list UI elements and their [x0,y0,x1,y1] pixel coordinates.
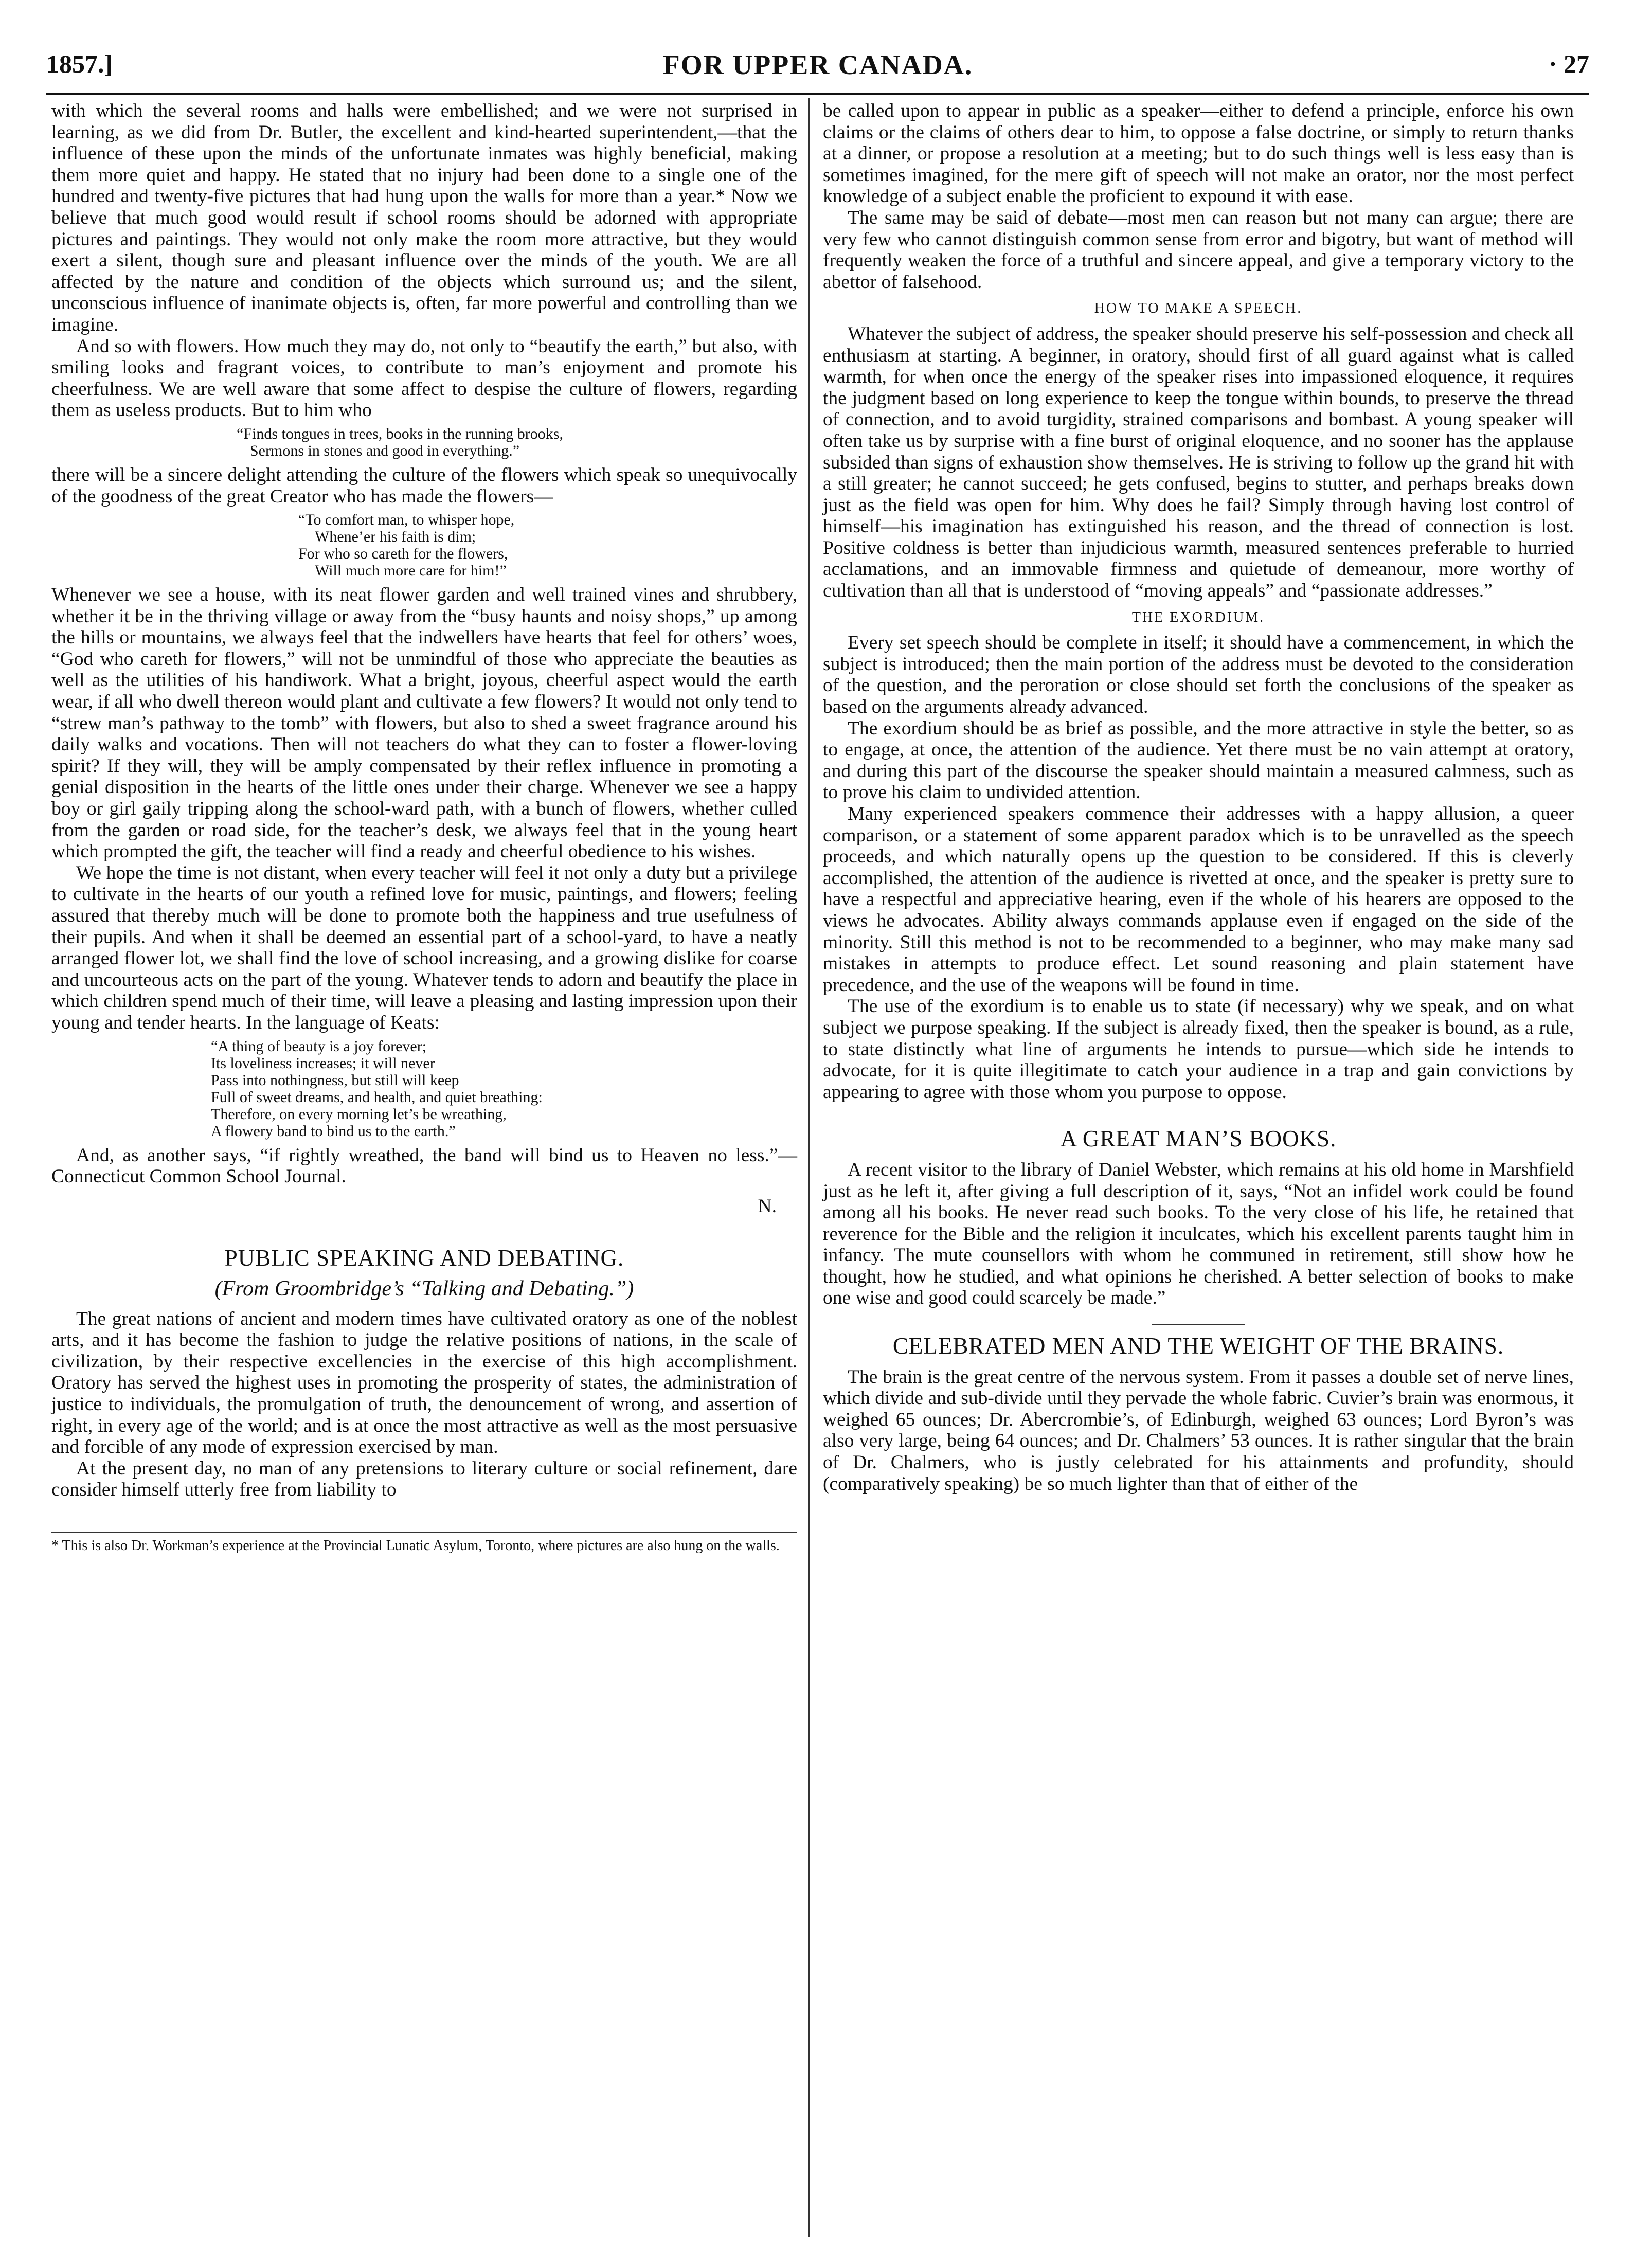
verse-line: Whene’er his faith is dim; [315,528,476,546]
verse-line: A flowery band to bind us to the earth.” [211,1122,456,1140]
paragraph: The same may be said of debate—most men can reason but not many can argue; there are very few who cannot distinguish common sense from error and bigotry, but want of method will frequently weaken the force of a truthful and sincere appeal, and give a temporary victory to the abettor of falsehood. [823,207,1574,293]
paragraph: Whenever we see a house, with its neat flower garden and well trained vines and shrubbery, whether it be in the thriving village or away from the “busy haunts and noisy shops,” up among the hills or mountains, we always feel that the indwellers have hearts that feel for others’ woes, “God who careth for flowers,” will not be unmindful of those who appreciate the beauties as well as the utilities of his handiwork. What a bright, joyous, cheerful aspect would the earth wear, if all who dwell thereon would plant and cultivate a few flowers? It would not only tend to “strew man’s pathway to the tomb” with flowers, but also to shed a sweet fragrance around his daily walks and vocations. Then will not teachers do what they can to foster a flower-loving spirit? If they will, they will be amply compensated by their reflex influence in promoting a genial disposition in the hearts of the little ones under their charge. Whenever we see a happy boy or girl gaily tripping along the school-ward path, with a bunch of flowers, whether culled from the garden or road side, for the teacher’s desk, we always feel that in the young heart which prompted the gift, the teacher will find a ready and cheerful obedience to his wishes. [51,584,797,862]
paragraph: Whatever the subject of address, the speaker should preserve his self-possession and check all enthusiasm at starting. A beginner, in oratory, should first of all guard against what is called warmth, for when once the energy of the speaker rises into impassioned eloquence, it requires the judgment based on long experience to keep the tongue within bounds, to preserve the thread of connection, and to avoid turgidity, strained comparisons and bombast. A young speaker will often take us by surprise with a fine burst of original eloquence, and no sooner has the applause subsided than signs of exhaustion show themselves. He is striving to follow up the grand hit with a still greater; he cannot succeed; he gets confused, begins to stutter, and perhaps breaks down just as the field was open for him. Why does he fail? Simply through having lost control of himself—his imagination has extinguished his reason, and the thread of connection is lost. Positive coldness is better than injudicious warmth, measured sentences preferable to hurried acclamations, and an immovable firmness and quietude of demeanour, more worthy of cultivation than all that is understood of “moving appeals” and “passionate addresses.” [823,323,1574,602]
paragraph: Every set speech should be complete in itself; it should have a commencement, in which the subject is introduced; then the main portion of the address must be devoted to the consideration of the question, and the peroration or close should set forth the conclusions of the speaker as based on the arguments already advanced. [823,632,1574,718]
paragraph: The great nations of ancient and modern times have cultivated oratory as one of the noblest arts, and it has become the fashion to judge the relative positions of nations, in the scale of civilization, by their respective excellencies in the exercise of this high accomplishment. Oratory has served the highest uses in promoting the prosperity of states, the administration of justice to individuals, the promulgation of truth, the denouncement of wrong, and assertion of right, in every age of the world; and is at once the most attractive as well as the most persuasive and forcible of any mode of expression exercised by man. [51,1308,797,1458]
verse-quote [51,511,797,579]
paragraph: And so with flowers. How much they may do, not only to “beautify the earth,” but also, with smiling looks and fragrant voices, to contribute to man’s enjoyment and promote his cheerfulness. We are well aware that some affect to despise the culture of flowers, regarding them as useless products. But to him who [51,335,797,421]
article-separator [1152,1324,1245,1325]
article-heading: A GREAT MAN’S BOOKS. [1060,1126,1337,1152]
right-column [823,100,1574,1495]
paragraph: A recent visitor to the library of Daniel Webster, which remains at his old home in Marshfield just as he left it, after giving a full description of it, says, “Not an infidel work could be found among all his books. He never read such books. To the very close of his life, he retained that reverence for the Bible and the religion it inculcates, which his excellent parents taught him in infancy. The mute counsellors with whom he communed in retirement, still show how he thought, how he studied, and what opinions he cherished. A better selection of books to make one wise and good could scarcely be made.” [823,1159,1574,1309]
verse-line: Sermons in stones and good in everything.” [250,442,520,459]
header-year: 1857.] [46,49,113,78]
section-subheading: HOW TO MAKE A SPEECH. [1094,300,1303,317]
verse-line: Pass into nothingness, but still will keep [211,1071,459,1089]
verse-line: Therefore, on every morning let’s be wreathing, [211,1105,507,1123]
verse-quote [51,1038,797,1140]
left-column [51,100,797,1554]
header-rule [46,93,1589,95]
paragraph: The use of the exordium is to enable us to state (if necessary) why we speak, and on what subject we purpose speaking. If the subject is already fixed, then the speaker is bound, as a rule, to state distinctly what line of arguments he intends to pursue—which side he intends to advocate, for it is quite illegitimate to catch your audience in a trap and gain convictions by appearing to agree with those whom you purpose to oppose. [823,996,1574,1103]
verse-line: Its loveliness increases; it will never [211,1054,435,1072]
article-source: (From Groombridge’s “Talking and Debating.”) [214,1276,634,1301]
verse-line: Will much more care for him!” [315,562,507,580]
header-title: FOR UPPER CANADA. [662,49,973,80]
article-heading: CELEBRATED MEN AND THE WEIGHT OF THE BRAINS. [892,1333,1504,1359]
verse-line: “A thing of beauty is a joy forever; [211,1037,427,1055]
column-divider [808,98,810,2237]
verse-line: “To comfort man, to whisper hope, [298,511,515,529]
section-subheading: THE EXORDIUM. [1131,609,1265,625]
paragraph: The brain is the great centre of the nervous system. From it passes a double set of nerve lines, which divide and sub-divide until they pervade the whole fabric. Cuvier’s brain was enormous, it weighed 65 ounces; Dr. Abercrombie’s, of Edinburgh, weighed 63 ounces; Lord Byron’s was also very large, being 64 ounces; and Dr. Chalmers’ 53 ounces. It is rather singular that the brain of Dr. Chalmers, who is justly celebrated for his attainments and profundity, should (comparatively speaking) be so much lighter than that of either of the [823,1366,1574,1495]
header-page-number: · 27 [1548,49,1589,78]
paragraph: The exordium should be as brief as possible, and the more attractive in style the better, so as to engage, at once, the attention of the audience. Yet there must be no vain attempt at oratory, and during this part of the discourse the speaker should maintain a measured calmness, such as to prove his claim to undivided attention. [823,717,1574,803]
paragraph: And, as another says, “if rightly wreathed, the band will bind us to Heaven no less.”—Connecticut Common School Journal. [51,1144,797,1187]
paragraph: there will be a sincere delight attending the culture of the flowers which speak so unequivocally of the goodness of the great Creator who has made the flowers— [51,464,797,507]
footnote: * This is also Dr. Workman’s experience at the Provincial Lunatic Asylum, Toronto, where pictures are also hung on the walls. [51,1537,780,1554]
paragraph: We hope the time is not distant, when every teacher will feel it not only a duty but a privilege to cultivate in the hearts of our youth a refined love for music, paintings, and flowers; feeling assured that thereby much will be done to promote both the happiness and true usefulness of their pupils. And when it shall be deemed an essential part of a school-yard, to have a neatly arranged flower lot, we shall find the love of school increasing, and a growing dislike for coarse and uncourteous acts on the part of the young. Whatever tends to adorn and beautify the place in which children spend much of their time, will leave a pleasing and lasting impression upon their young and tender hearts. In the language of Keats: [51,862,797,1033]
footnote-rule [51,1532,797,1533]
verse-line: For who so careth for the flowers, [298,545,508,563]
paragraph: At the present day, no man of any pretensions to literary culture or social refinement, dare consider himself utterly free from liability to [51,1457,797,1501]
newspaper-page [36,26,1600,2253]
paragraph: be called upon to appear in public as a speaker—either to defend a principle, enforce his own claims or the claims of others dear to him, to oppose a false doctrine, or simply to return thanks at a dinner, or propose a resolution at a meeting; but to do such things well is less easy than is sometimes imagined, for the mere gift of speech will not make an orator, nor the most perfect knowledge of a subject enable the proficient to expound it with ease. [823,100,1574,207]
page-header [46,49,1589,95]
verse-quote [51,425,797,459]
verse-line: Full of sweet dreams, and health, and quiet breathing: [211,1088,543,1106]
signature: N. [758,1195,777,1217]
verse-line: “Finds tongues in trees, books in the running brooks, [237,425,563,442]
paragraph: with which the several rooms and halls were embellished; and we were not surprised in learning, as we did from Dr. Butler, the excellent and kind-hearted superintendent,—that the influence of these upon the minds of the unfortunate inmates was highly beneficial, making them more quiet and happy. He stated that no injury had been done to a single one of the hundred and twenty-five pictures that had hung upon the walls for more than a year.* Now we believe that much good would result if school rooms should be adorned with appropriate pictures and paintings. They would not only make the room more attractive, but they would exert a silent, though sure and pleasant influence over the minds of the youth. We are all affected by the nature and condition of the objects which surround us; and the silent, unconscious influence of inanimate objects is, often, far more powerful and controlling than we imagine. [51,100,797,335]
article-heading: PUBLIC SPEAKING AND DEBATING. [224,1245,624,1271]
paragraph: Many experienced speakers commence their addresses with a happy allusion, a queer comparison, or a statement of some apparent paradox which is to be unravelled as the speech proceeds, and which naturally opens up the question to be considered. If this is cleverly accomplished, the attention of the audience is rivetted at once, and the speaker is pretty sure to have a respectful and appreciative hearing, even if the whole of his hearers are opposed to the views he advocates. Ability always commands applause even if engaged on the side of the minority. Still this method is not to be recommended to a beginner, who may make many sad mistakes in attempts to produce effect. Let sound reasoning and plain statement have precedence, and the use of the weapons will be found in time. [823,803,1574,996]
